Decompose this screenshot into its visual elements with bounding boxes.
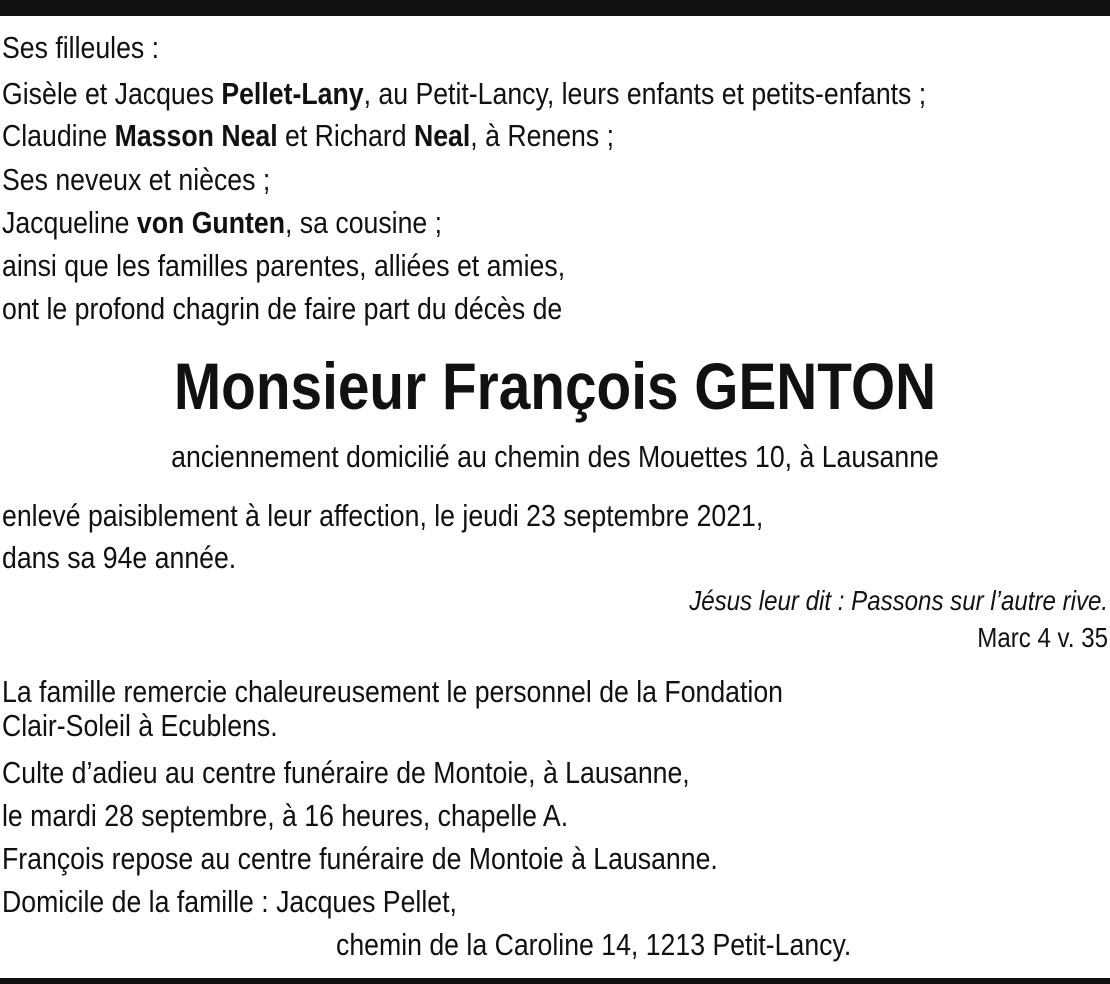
text-run: , au Petit-Lancy, leurs enfants et petits-enfants ; [363, 76, 927, 111]
text-run: Gisèle et Jacques [2, 76, 222, 111]
passing-line-age: dans sa 94e année. [2, 540, 237, 575]
family-name-bold: von Gunten [136, 205, 285, 240]
text-run: Claudine [2, 118, 115, 153]
passing-line-date: enlevé paisiblement à leur affection, le jeudi 23 septembre 2021, [2, 498, 764, 533]
intro-line-announcement: ont le profond chagrin de faire part du décès de [2, 291, 563, 326]
notes-line-ceremony-time: le mardi 28 septembre, à 16 heures, chapelle A. [2, 798, 569, 833]
text-run: et Richard [277, 118, 414, 153]
intro-line-pellet-lany [2, 74, 926, 114]
deceased-address: anciennement domicilié au chemin des Mouettes 10, à Lausanne [171, 439, 939, 474]
family-name-bold: Neal [413, 118, 471, 153]
intro-line-families: ainsi que les familles parentes, alliées et amies, [2, 248, 566, 283]
intro-line-von-gunten [2, 203, 442, 243]
text-run: , à Renens ; [470, 118, 615, 153]
deceased-name: Monsieur François GENTON [173, 349, 937, 423]
family-name-bold: Masson Neal [114, 118, 278, 153]
intro-line-goddaughters: Ses filleules : [2, 30, 160, 65]
bible-verse: Jésus leur dit : Passons sur l’autre rive. [689, 585, 1108, 616]
bottom-border-rule [0, 978, 1110, 984]
notes-line-family-home: Domicile de la famille : Jacques Pellet, [2, 884, 457, 919]
notes-line-rests: François repose au centre funéraire de Montoie à Lausanne. [2, 841, 718, 876]
notes-line-ceremony: Culte d’adieu au centre funéraire de Montoie, à Lausanne, [2, 755, 690, 790]
bible-reference: Marc 4 v. 35 [977, 622, 1108, 653]
text-run: , sa cousine ; [284, 205, 443, 240]
intro-line-masson-neal [2, 116, 614, 156]
notes-line-thanks: La famille remercie chaleureusement le personnel de la Fondation [2, 674, 784, 709]
notes-line-foundation: Clair-Soleil à Ecublens. [2, 708, 278, 743]
intro-line-nephews: Ses neveux et nièces ; [2, 162, 271, 197]
family-name-bold: Pellet-Lany [221, 76, 364, 111]
top-border-rule [0, 0, 1110, 16]
notes-line-family-address: chemin de la Caroline 14, 1213 Petit-Lancy. [336, 927, 852, 962]
text-run: Jacqueline [2, 205, 137, 240]
